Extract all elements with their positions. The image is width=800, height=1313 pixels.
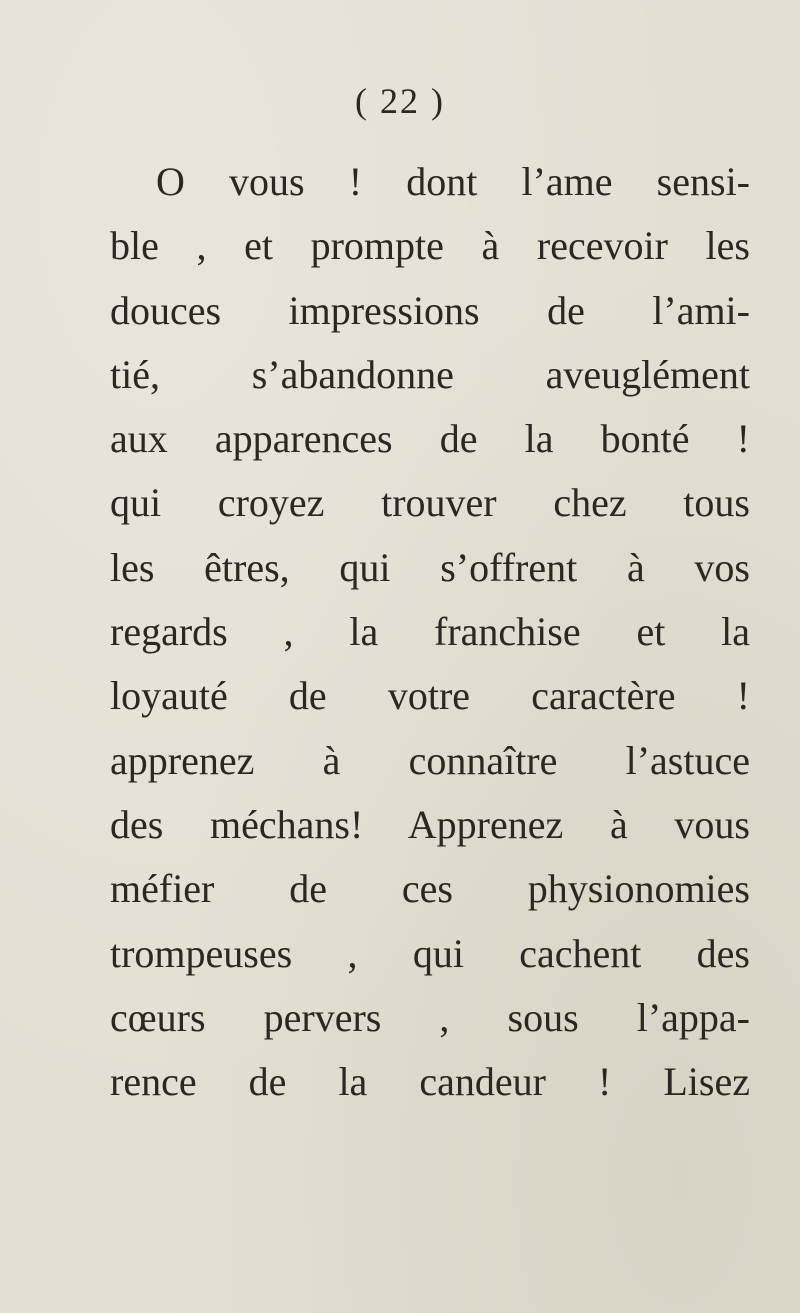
page-number: ( 22 ) [355,81,445,121]
text-line-4: tié, s’abandonne aveuglément [110,351,750,397]
text-line-10: apprenez à connaître l’astuce [110,737,750,783]
text-line-14: cœurs pervers , sous l’appa- [110,994,750,1040]
text-line-12: méfier de ces physionomies [110,866,750,912]
text-line-9: loyauté de votre caractère ! [110,673,750,719]
text-line-2: ble , et prompte à recevoir les [110,223,750,269]
body-text [110,150,750,1114]
text-line-3: douces impressions de l’ami- [110,287,750,333]
text-line-5: aux apparences de la bonté ! [110,416,750,462]
text-line-7: les êtres, qui s’offrent à vos [110,544,750,590]
text-line-1: O vous ! dont l’ame sensi- [156,159,750,204]
text-line-8: regards , la franchise et la [110,609,750,655]
text-line-13: trompeuses , qui cachent des [110,930,750,976]
text-line-11: des méchans! Apprenez à vous [110,801,750,847]
text-line-15: rence de la candeur ! Lisez [110,1059,750,1105]
text-line-6: qui croyez trouver chez tous [110,480,750,526]
